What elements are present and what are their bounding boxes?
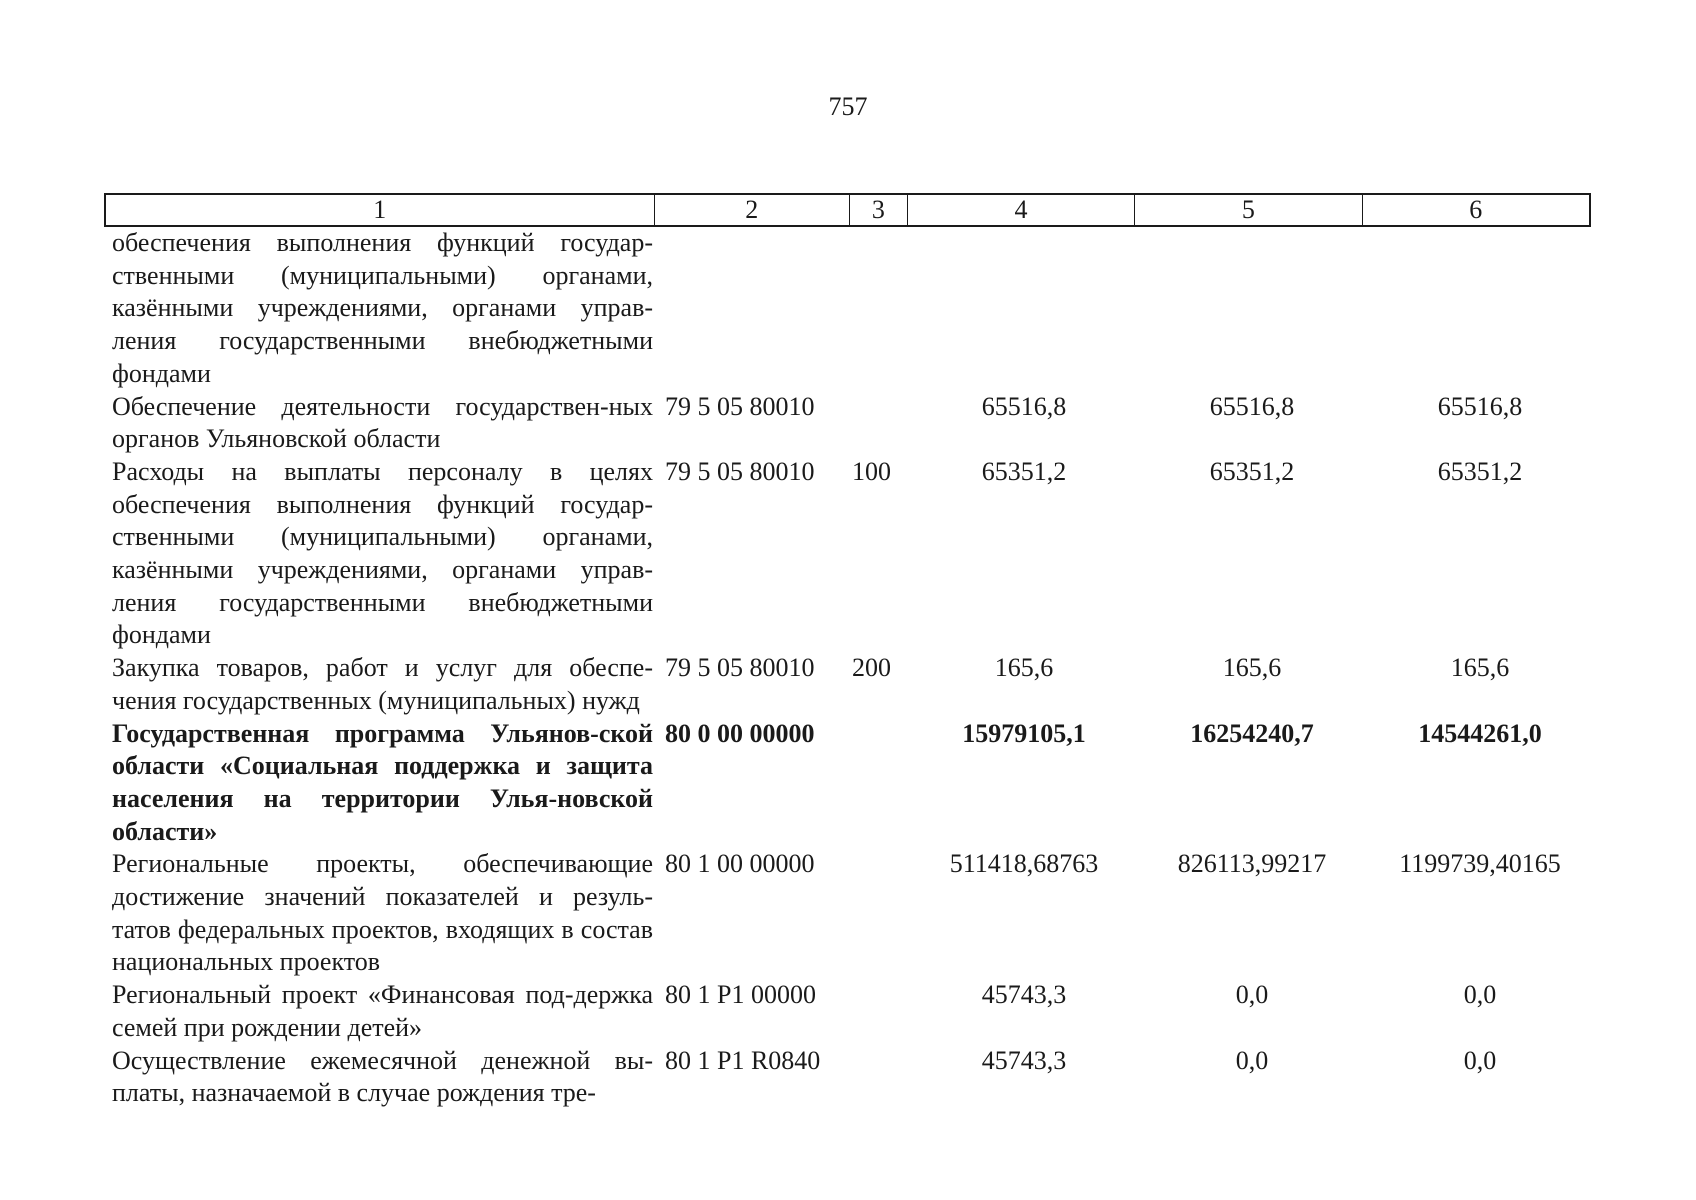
row-value-col6: 65351,2 — [1437, 456, 1523, 486]
budget-table — [104, 193, 1591, 1110]
row-expense-type — [849, 848, 907, 979]
row-description: Государственная программа Ульянов-ской области «Социальная поддержка и защита населения на территории Улья-новской области» — [112, 718, 653, 846]
row-value-col4: 65516,8 — [981, 391, 1067, 421]
row-value-col5: 0,0 — [1235, 1045, 1269, 1075]
row-description: обеспечения выполнения функций государ-ственными (муниципальными) органами, казёнными учреждениями, органами управ-ления государственными внебюджетными фондами — [112, 228, 653, 388]
row-value-col5: 65516,8 — [1209, 391, 1295, 421]
row-value-col5: 65351,2 — [1209, 456, 1295, 486]
row-value-col6: 65516,8 — [1437, 391, 1523, 421]
column-header-4: 4 — [907, 195, 1134, 225]
column-header-6: 6 — [1362, 195, 1589, 225]
row-value-col4: 45743,3 — [981, 980, 1067, 1010]
row-description: Региональные проекты, обеспечивающие достижение значений показателей и резуль-татов федеральных проектов, входящих в состав национальных проектов — [112, 849, 653, 977]
table-header — [104, 193, 1591, 227]
row-description: Расходы на выплаты персоналу в целях обеспечения выполнения функций государ-ственными (муниципальными) органами, казёнными учреждениями, органами управ-ления государственными внебюджетными фондами — [112, 456, 653, 650]
row-value-col6: 1199739,40165 — [1399, 849, 1561, 879]
column-header-3: 3 — [849, 195, 907, 225]
row-value-col5: 16254240,7 — [1190, 718, 1314, 748]
row-code: 79 5 05 80010 — [665, 456, 815, 486]
row-expense-type — [849, 1045, 907, 1110]
table-body — [104, 227, 1591, 1110]
column-header-5: 5 — [1134, 195, 1361, 225]
column-header-1: 1 — [373, 195, 387, 224]
row-value-col5: 0,0 — [1235, 980, 1269, 1010]
row-value-col5: 165,6 — [1222, 653, 1282, 683]
row-value-col5: 826113,99217 — [1177, 849, 1327, 879]
row-value-col5 — [1135, 227, 1363, 391]
row-value-col6: 165,6 — [1450, 653, 1510, 683]
table-row — [104, 848, 1591, 979]
row-code: 80 1 P1 00000 — [665, 980, 816, 1010]
row-expense-type — [849, 391, 907, 456]
row-value-col6: 14544261,0 — [1418, 718, 1542, 748]
table-row — [104, 227, 1591, 391]
table-row — [104, 718, 1591, 849]
row-expense-type — [849, 227, 907, 391]
row-description: Обеспечение деятельности государствен-ных органов Ульяновской области — [112, 391, 653, 454]
row-value-col6 — [1363, 227, 1591, 391]
table-row — [104, 979, 1591, 1044]
row-value-col4: 45743,3 — [981, 1045, 1067, 1075]
row-code: 79 5 05 80010 — [665, 653, 815, 683]
row-value-col4: 65351,2 — [981, 456, 1067, 486]
row-code: 80 1 P1 R0840 — [665, 1045, 821, 1075]
table-row — [104, 652, 1591, 717]
table-row — [104, 456, 1591, 652]
row-value-col4: 15979105,1 — [962, 718, 1086, 748]
row-expense-type — [849, 979, 907, 1044]
table-row — [104, 391, 1591, 456]
row-description: Региональный проект «Финансовая под-держка семей при рождении детей» — [112, 980, 653, 1042]
row-value-col4 — [907, 227, 1135, 391]
row-value-col4: 511418,68763 — [949, 849, 1099, 879]
row-expense-type: 100 — [852, 456, 891, 486]
row-description: Закупка товаров, работ и услуг для обеспе-чения государственных (муниципальных) нужд — [112, 653, 653, 715]
row-description: Осуществление ежемесячной денежной вы-платы, назначаемой в случае рождения тре- — [112, 1045, 653, 1108]
table-row — [104, 1045, 1591, 1110]
row-code — [653, 227, 849, 391]
row-expense-type — [849, 718, 907, 849]
row-code: 80 0 00 00000 — [665, 718, 815, 748]
row-code: 79 5 05 80010 — [665, 391, 815, 421]
column-header-2: 2 — [654, 195, 849, 225]
row-code: 80 1 00 00000 — [665, 849, 815, 879]
row-expense-type: 200 — [852, 653, 891, 683]
row-value-col6: 0,0 — [1463, 980, 1497, 1010]
page-number: 757 — [828, 92, 868, 121]
row-value-col6: 0,0 — [1463, 1045, 1497, 1075]
row-value-col4: 165,6 — [994, 653, 1054, 683]
